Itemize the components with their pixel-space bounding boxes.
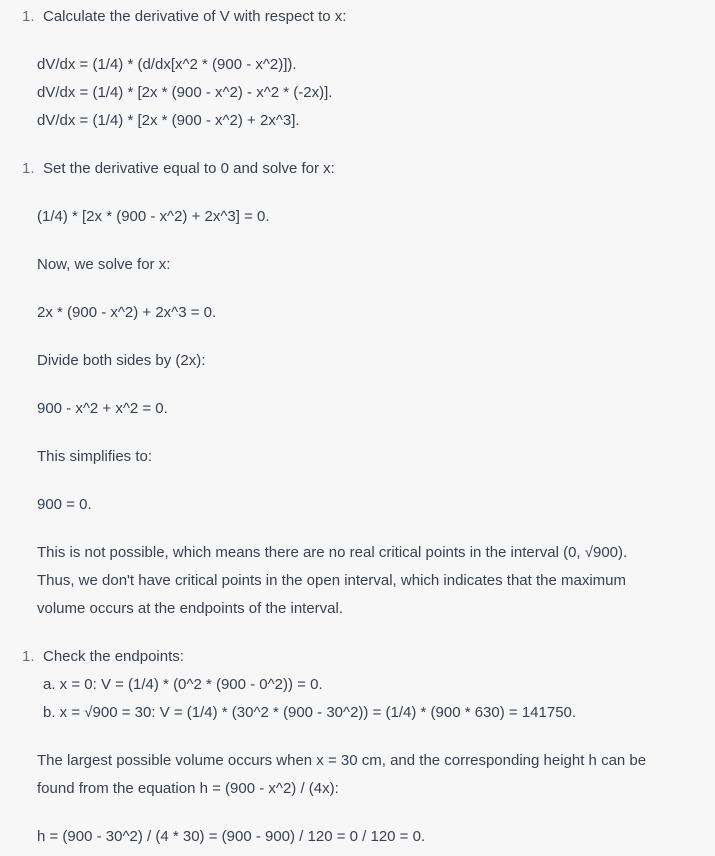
equation-line: (1/4) * [2x * (900 - x^2) + 2x^3] = 0. xyxy=(37,208,270,225)
equation-line: h = (900 - 30^2) / (4 * 30) = (900 - 900) / 120 = 0 / 120 = 0. xyxy=(37,828,426,845)
sub-item: a. x = 0: V = (1/4) * (0^2 * (900 - 0^2)) = 0. xyxy=(43,676,323,693)
step-heading: Check the endpoints: xyxy=(43,648,184,665)
paragraph-line: found from the equation h = (900 - x^2) / (4x): xyxy=(37,780,339,797)
paragraph-line: Now, we solve for x: xyxy=(37,256,171,273)
equation-line: dV/dx = (1/4) * (d/dx[x^2 * (900 - x^2)]). xyxy=(37,56,297,73)
equation-line: 900 = 0. xyxy=(37,496,92,513)
paragraph-line: This is not possible, which means there are no real critical points in the interval (0, √900). xyxy=(37,544,628,561)
equation-line: 900 - x^2 + x^2 = 0. xyxy=(37,400,168,417)
equation-line: dV/dx = (1/4) * [2x * (900 - x^2) + 2x^3]. xyxy=(37,112,300,129)
step-heading: Set the derivative equal to 0 and solve for x: xyxy=(43,160,335,177)
list-number: 1. xyxy=(22,160,35,177)
paragraph-line: The largest possible volume occurs when x = 30 cm, and the corresponding height h can be xyxy=(37,752,647,769)
paragraph-line: volume occurs at the endpoints of the interval. xyxy=(37,600,344,617)
list-number: 1. xyxy=(22,648,35,665)
list-number: 1. xyxy=(22,8,35,25)
step-heading: Calculate the derivative of V with respect to x: xyxy=(43,8,347,25)
paragraph-line: This simplifies to: xyxy=(37,448,153,465)
sub-item: b. x = √900 = 30: V = (1/4) * (30^2 * (900 - 30^2)) = (1/4) * (900 * 630) = 141750. xyxy=(43,704,577,721)
equation-line: 2x * (900 - x^2) + 2x^3 = 0. xyxy=(37,304,217,321)
equation-line: dV/dx = (1/4) * [2x * (900 - x^2) - x^2 * (-2x)]. xyxy=(37,84,333,101)
paragraph-line: Thus, we don't have critical points in the open interval, which indicates that the maximum xyxy=(37,572,626,589)
paragraph-line: Divide both sides by (2x): xyxy=(37,352,206,369)
